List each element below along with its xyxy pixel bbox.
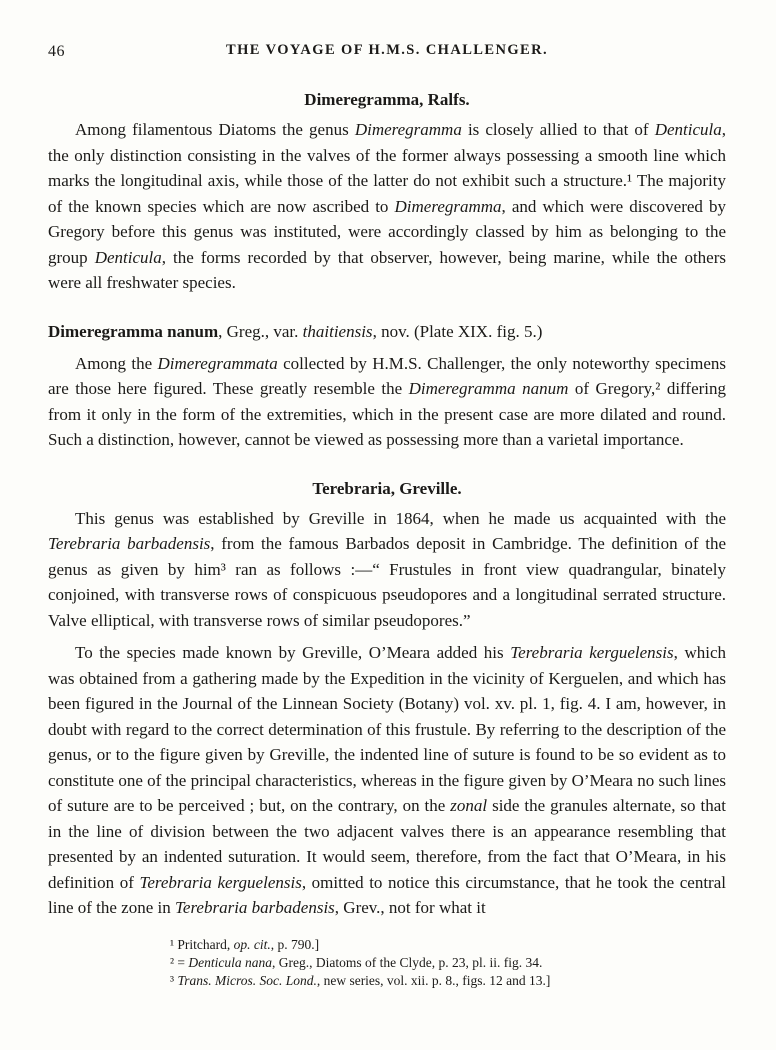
paragraph-terebraria-1: This genus was established by Greville in 1864, when he made us acquainted with the Terebraria barbadensis, from the famous Barbados deposit in Cambridge. The definition of the genus as given by him³ ran as follows :—“ Frustules in front view quadrangular, binately conjoined, with transverse rows of conspicuous pseudopores and a longitudinal serrated structure. Valve elliptical, with transverse rows of similar pseudopores.” bbox=[48, 508, 726, 630]
footnote-3: ³ Trans. Micros. Soc. Lond., new series, vol. xii. p. 8., figs. 12 and 13.] bbox=[170, 972, 551, 988]
section-heading-dimeregramma: Dimeregramma, Ralfs. bbox=[304, 90, 470, 109]
footnote-2: ² = Denticula nana, Greg., Diatoms of the Clyde, p. 23, pl. ii. fig. 34. bbox=[170, 954, 543, 970]
species-heading: Dimeregramma nanum, Greg., var. thaitiensis, nov. (Plate XIX. fig. 5.) bbox=[48, 321, 543, 341]
page-header bbox=[48, 42, 726, 64]
paragraph-species-entry: Among the Dimeregrammata collected by H.M.S. Challenger, the only noteworthy specimens are those here figured. These greatly resemble the Dimeregramma nanum of Gregory,² differing from it only in the form of the extremities, which in the present case are more dilated and round. Such a distinction, however, cannot be viewed as possessing more than a varietal importance. bbox=[48, 353, 726, 449]
section-heading-terebraria: Terebraria, Greville. bbox=[312, 478, 462, 498]
page-number: 46 bbox=[48, 43, 65, 60]
footnote-1: ¹ Pritchard, op. cit., p. 790.] bbox=[170, 936, 320, 952]
footnotes bbox=[170, 936, 726, 990]
paragraph-dimeregramma: Among filamentous Diatoms the genus Dimeregramma is closely allied to that of Denticula, the only distinction consisting in the valves of the former always possessing a smooth line which marks the longitudinal axis, while those of the latter do not exhibit such a structure.¹ The majority of the known species which are now ascribed to Dimeregramma, and which were discovered by Gregory before this genus was instituted, were accordingly classed by him as belonging to the group Denticula, the forms recorded by that observer, however, being marine, while the others were all freshwater species. bbox=[48, 120, 726, 292]
running-title: THE VOYAGE OF H.M.S. CHALLENGER. bbox=[226, 42, 548, 58]
paragraph-terebraria-2: To the species made known by Greville, O’Meara added his Terebraria kerguelensis, which was obtained from a gathering made by the Expedition in the vicinity of Kerguelen, and which has been figured in the Journal of the Linnean Society (Botany) vol. xv. pl. 1, fig. 4. I am, however, in doubt with regard to the correct determination of this frustule. By referring to the description of the genus, or to the figure given by Greville, the indented line of suture is found to be so evident as to constitute one of the principal characteristics, whereas in the figure given by O’Meara no such lines of suture are to be perceived ; but, on the contrary, on the zonal side the granules alternate, so that in the line of division between the two adjacent valves there is an appearance resembling that presented by an indented suturation. It would seem, therefore, from the fact that O’Meara, in his definition of Terebraria kerguelensis, omitted to notice this circumstance, that he took the central line of the zone in Terebraria barbadensis, Grev., not for what it bbox=[48, 643, 726, 917]
